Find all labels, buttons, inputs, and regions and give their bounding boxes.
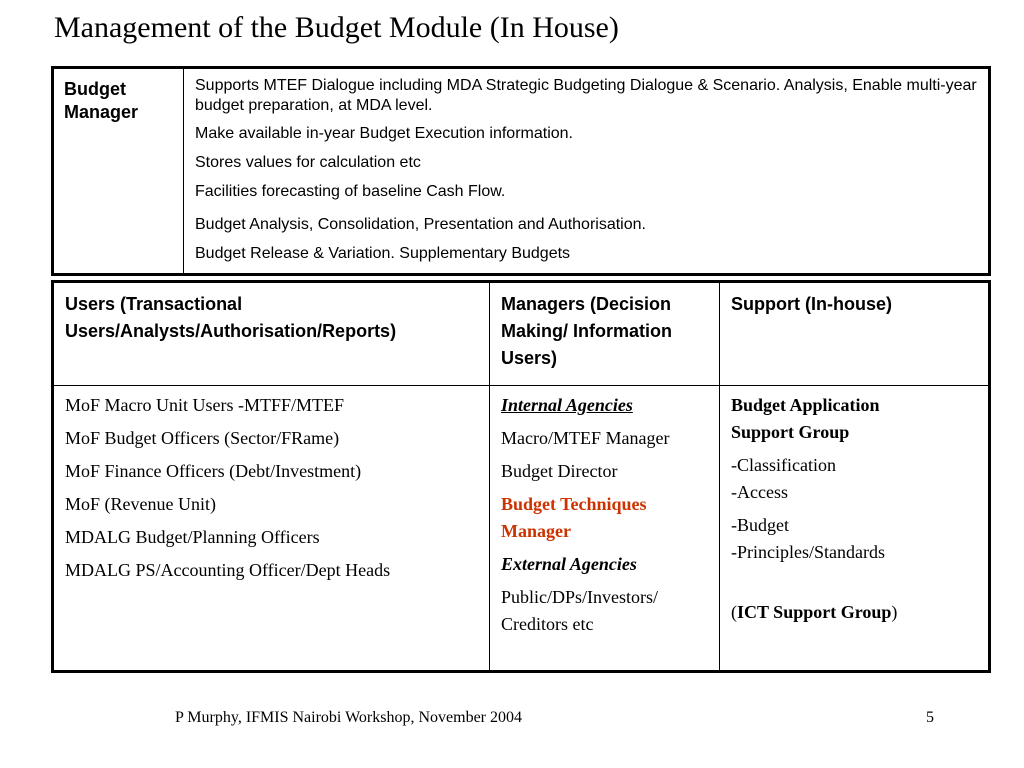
- support-item: -Classification: [731, 455, 836, 475]
- support-spacer: [731, 572, 980, 599]
- support-item: -Principles/Standards: [731, 542, 885, 562]
- support-item: -Access: [731, 482, 788, 502]
- support-item: -Budget: [731, 515, 789, 535]
- budget-manager-line: Budget Release & Variation. Supplementary Budgets: [195, 245, 571, 262]
- external-agencies-heading: External Agencies: [501, 554, 637, 574]
- user-item: MDALG Budget/Planning Officers: [65, 527, 320, 547]
- roles-table: [51, 280, 991, 673]
- page-number: 5: [926, 709, 934, 726]
- ict-support-group-label: ICT Support Group: [737, 602, 892, 622]
- managers-column-header: Managers (Decision Making/ Information Users): [490, 282, 720, 386]
- budget-manager-description: [184, 68, 990, 275]
- support-cell: [720, 386, 990, 672]
- budget-manager-line: Stores values for calculation etc: [195, 154, 421, 171]
- manager-item: Budget Director: [501, 461, 618, 481]
- ict-paren-open: (: [731, 602, 737, 622]
- budget-manager-line: Budget Analysis, Consolidation, Presentation and Authorisation.: [195, 216, 646, 233]
- support-group-heading-line-2: Support Group: [731, 422, 850, 442]
- ict-paren-close: ): [891, 602, 898, 622]
- user-item: MoF Budget Officers (Sector/FRame): [65, 428, 340, 448]
- budget-manager-line: Facilities forecasting of baseline Cash Flow.: [195, 183, 506, 200]
- internal-agencies-heading: Internal Agencies: [501, 395, 633, 415]
- manager-item: Public/DPs/Investors/ Creditors etc: [501, 587, 659, 634]
- support-group-heading-line-1: Budget Application: [731, 395, 880, 415]
- roles-table-body-row: [53, 386, 990, 672]
- budget-techniques-manager: Budget Techniques Manager: [501, 494, 647, 541]
- roles-table-header-row: [53, 282, 990, 386]
- managers-cell: [490, 386, 720, 672]
- support-column-header: Support (In-house): [720, 282, 990, 386]
- users-column-header: Users (Transactional Users/Analysts/Authorisation/Reports): [53, 282, 490, 386]
- slide-title: Management of the Budget Module (In House): [54, 11, 619, 44]
- manager-item: Macro/MTEF Manager: [501, 428, 670, 448]
- budget-manager-line: Make available in-year Budget Execution information.: [195, 125, 573, 142]
- user-item: MoF Finance Officers (Debt/Investment): [65, 461, 362, 481]
- budget-manager-label: Budget Manager: [53, 68, 184, 275]
- users-cell: [53, 386, 490, 672]
- ict-support-group: [731, 599, 980, 626]
- user-item: MoF (Revenue Unit): [65, 494, 216, 514]
- user-item: MDALG PS/Accounting Officer/Dept Heads: [65, 560, 391, 580]
- budget-manager-table: [51, 66, 991, 276]
- footer-credit: P Murphy, IFMIS Nairobi Workshop, November 2004: [175, 709, 522, 726]
- user-item: MoF Macro Unit Users -MTFF/MTEF: [65, 395, 345, 415]
- budget-manager-line: Supports MTEF Dialogue including MDA Strategic Budgeting Dialogue & Scenario. Analysis, Enable multi-year budget preparation, at MDA level.: [195, 77, 977, 114]
